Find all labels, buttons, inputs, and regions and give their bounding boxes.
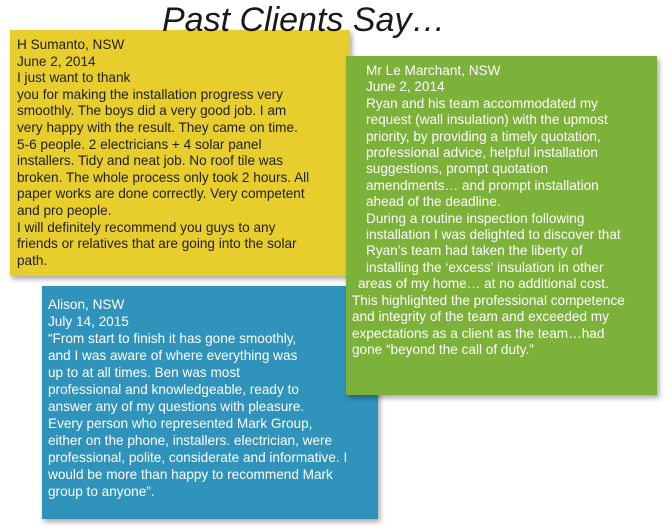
testimonial-text-line: I will definitely recommend you guys to any	[17, 219, 276, 235]
testimonial-text-line: installers. Tidy and neat job. No roof tile was	[17, 153, 283, 169]
testimonial-text-line: smoothly. The boys did a very good job. I am	[17, 103, 287, 119]
testimonial-text-line: path.	[17, 252, 48, 268]
testimonial-text-line: professional and knowledgeable, ready to	[48, 382, 299, 397]
testimonial-text-line: broken. The whole process only took 2 hours. All	[17, 169, 310, 185]
testimonial-text-line: answer any of my questions with pleasure.	[48, 399, 305, 414]
testimonial-text-line: paper works are done correctly. Very competent	[17, 186, 305, 202]
testimonial-text-line: professional advice, helpful installation	[366, 145, 598, 161]
testimonial-author: Mr Le Marchant, NSW	[366, 63, 501, 78]
testimonial-text-line: and integrity of the team and exceeded my	[352, 309, 609, 325]
testimonial-date: June 2, 2014	[366, 79, 445, 95]
testimonial-text-line: “From start to finish it has gone smoothly,	[48, 331, 297, 346]
testimonial-text-line: I just want to thank	[17, 70, 131, 86]
testimonial-text-line: request (wall insulation) with the upmost	[366, 112, 608, 128]
testimonial-text-line: either on the phone, installers. electrician, were	[48, 433, 333, 448]
testimonial-text-line: Every person who represented Mark Group,	[48, 416, 313, 431]
testimonial-text-line: gone “beyond the call of duty.”	[352, 341, 534, 357]
testimonial-author: H Sumanto, NSW	[17, 37, 125, 52]
testimonial-card-sumanto	[10, 30, 350, 276]
testimonial-text-line: friends or relatives that are going into the solar	[17, 236, 297, 252]
testimonial-text-line: 5-6 people. 2 electricians + 4 solar panel	[17, 136, 262, 152]
testimonial-text-line: During a routine inspection following	[366, 210, 585, 226]
testimonial-text-line: and I was aware of where everything was	[48, 348, 298, 363]
testimonial-author: Alison, NSW	[48, 297, 125, 312]
testimonial-text-line: amendments… and prompt installation	[366, 177, 599, 193]
testimonial-text-line: Ryan and his team accommodated my	[366, 95, 598, 111]
testimonial-text-line: Ryan’s team had taken the liberty of	[366, 243, 583, 259]
testimonial-text-line: This highlighted the professional competence	[352, 292, 625, 308]
testimonial-text-line: up to at all times. Ben was most	[48, 365, 240, 380]
testimonial-text-line: ahead of the deadline.	[366, 194, 501, 210]
testimonial-text-line: and pro people.	[17, 202, 112, 218]
testimonial-card-le-marchant	[346, 56, 657, 395]
testimonial-text-line: areas of my home… at no additional cost.	[358, 276, 609, 292]
testimonial-text-line: installation I was delighted to discover that	[366, 227, 621, 243]
testimonial-date: July 14, 2015	[48, 314, 129, 329]
page-title: Past Clients Say…	[162, 1, 446, 39]
testimonial-text-line: would be more than happy to recommend Mark	[48, 467, 333, 482]
testimonial-text-line: installing the ‘excess’ insulation in other	[366, 259, 604, 275]
testimonial-text-line: priority, by providing a timely quotation,	[366, 128, 601, 144]
testimonial-text-line: expectations as a client as the team…had	[352, 325, 605, 341]
testimonial-date: June 2, 2014	[17, 53, 96, 69]
testimonial-text-line: suggestions, prompt quotation	[366, 161, 549, 177]
testimonial-card-alison	[42, 286, 378, 519]
testimonial-text-line: you for making the installation progress very	[17, 86, 283, 102]
testimonial-text-line: group to anyone”.	[48, 484, 155, 499]
testimonial-text-line: professional, polite, considerate and informative. I	[48, 450, 348, 465]
testimonial-text-line: very happy with the result. They came on time.	[17, 119, 298, 135]
